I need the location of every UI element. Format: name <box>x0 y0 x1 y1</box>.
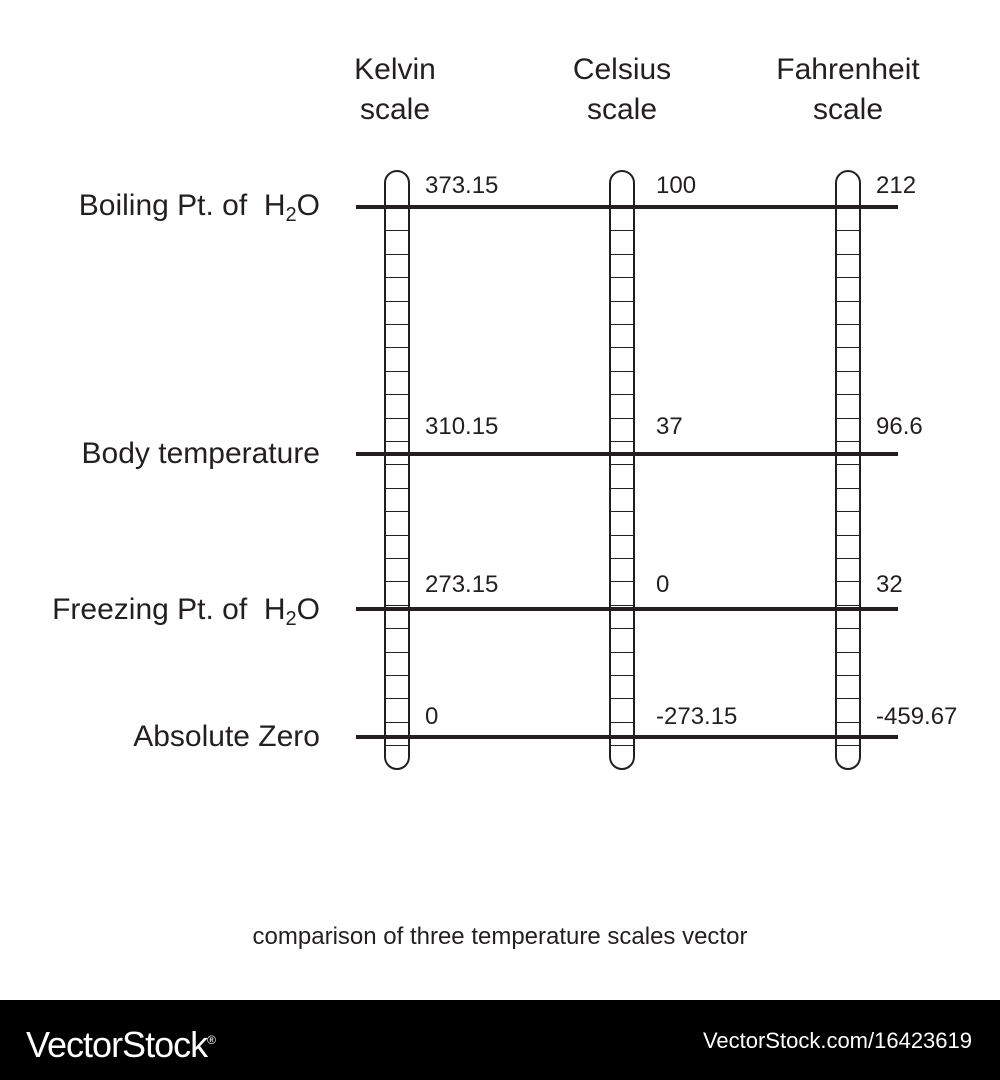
thermometer-tick <box>611 652 633 653</box>
water-formula: $H_2O$ <box>263 189 320 226</box>
thermometer-tick <box>837 652 859 653</box>
kelvin-scale-suffix: scale <box>359 93 431 126</box>
row-label-freezing-point <box>0 593 320 630</box>
thermometer-tick <box>837 394 859 395</box>
thermometer-tick <box>837 745 859 746</box>
thermometer-tick <box>611 488 633 489</box>
thermometer-tick <box>837 488 859 489</box>
row-label-absolute-zero <box>0 720 320 754</box>
celsius-scale-name: Celsius <box>572 53 672 86</box>
row-label-boiling-point <box>0 189 320 226</box>
thermometer-tick <box>386 347 408 348</box>
fahrenheit-freezing-value: 32 <box>876 571 903 598</box>
thermometer-tick <box>611 605 633 606</box>
thermometer-tick <box>837 301 859 302</box>
thermometer-tick <box>611 745 633 746</box>
thermometer-tick <box>837 698 859 699</box>
thermometer-tick <box>837 675 859 676</box>
thermometer-tick <box>611 698 633 699</box>
fahrenheit-body-value: 96.6 <box>876 413 923 440</box>
thermometer-tick <box>837 464 859 465</box>
diagram-caption: comparison of three temperature scales vector <box>252 923 748 950</box>
thermometer-tick <box>837 418 859 419</box>
row-label-text: Body temperature <box>81 437 320 470</box>
thermometer-tick <box>611 581 633 582</box>
thermometer-tick <box>837 277 859 278</box>
celsius-scale-suffix: scale <box>586 93 658 126</box>
thermometer-tick <box>837 605 859 606</box>
thermometer-tick <box>611 394 633 395</box>
thermometer-tick <box>837 511 859 512</box>
thermometer-tick <box>386 464 408 465</box>
thermometer-tick <box>386 441 408 442</box>
vectorstock-logo: VectorStock® <box>26 1024 215 1065</box>
thermometer-tick <box>611 464 633 465</box>
thermometer-tick <box>611 628 633 629</box>
thermometer-tick <box>611 230 633 231</box>
thermometer-tick <box>386 652 408 653</box>
absolute-zero-line <box>356 735 898 739</box>
thermometer-tick <box>837 558 859 559</box>
thermometer-tick <box>611 347 633 348</box>
water-formula: $H_2O$ <box>263 593 320 630</box>
celsius-freezing-value: 0 <box>656 571 670 598</box>
thermometer-tick <box>837 535 859 536</box>
kelvin-thermometer <box>384 170 410 770</box>
thermometer-tick <box>386 324 408 325</box>
vectorstock-footer <box>0 1000 1000 1080</box>
thermometer-tick <box>386 254 408 255</box>
boiling-point-line <box>356 205 898 209</box>
kelvin-boiling-value: 373.15 <box>425 172 499 199</box>
celsius-scale-header <box>512 50 732 130</box>
kelvin-body-value: 310.15 <box>425 413 499 440</box>
thermometer-tick <box>611 535 633 536</box>
thermometer-tick <box>386 418 408 419</box>
thermometer-tick <box>611 324 633 325</box>
kelvin-absolute-zero-value: 0 <box>425 703 439 730</box>
thermometer-tick <box>386 394 408 395</box>
thermometer-tick <box>386 558 408 559</box>
thermometer-tick <box>837 581 859 582</box>
row-label-text: Boiling Pt. of <box>78 189 248 222</box>
fahrenheit-scale-header <box>738 50 958 130</box>
thermometer-tick <box>386 301 408 302</box>
fahrenheit-boiling-value: 212 <box>876 172 917 199</box>
thermometer-tick <box>611 675 633 676</box>
fahrenheit-thermometer <box>835 170 861 770</box>
thermometer-tick <box>386 535 408 536</box>
thermometer-tick <box>611 441 633 442</box>
thermometer-tick <box>837 254 859 255</box>
thermometer-tick <box>837 347 859 348</box>
thermometer-tick <box>611 558 633 559</box>
thermometer-tick <box>386 675 408 676</box>
fahrenheit-absolute-zero-value: -459.67 <box>876 703 958 730</box>
fahrenheit-scale-suffix: scale <box>812 93 884 126</box>
thermometer-tick <box>386 745 408 746</box>
thermometer-tick <box>611 277 633 278</box>
thermometer-tick <box>386 605 408 606</box>
thermometer-tick <box>386 511 408 512</box>
kelvin-freezing-value: 273.15 <box>425 571 499 598</box>
thermometer-tick <box>386 628 408 629</box>
fahrenheit-scale-name: Fahrenheit <box>776 53 920 86</box>
celsius-thermometer <box>609 170 635 770</box>
thermometer-tick <box>611 722 633 723</box>
thermometer-tick <box>386 581 408 582</box>
row-label-body-temperature <box>0 437 320 471</box>
thermometer-tick <box>611 511 633 512</box>
thermometer-tick <box>611 301 633 302</box>
row-label-text: Absolute Zero <box>133 720 320 753</box>
vectorstock-image-url: VectorStock.com/16423619 <box>702 1028 972 1053</box>
thermometer-tick <box>386 488 408 489</box>
thermometer-tick <box>837 628 859 629</box>
thermometer-tick <box>386 371 408 372</box>
freezing-point-line <box>356 607 898 611</box>
celsius-boiling-value: 100 <box>656 172 697 199</box>
thermometer-tick <box>611 254 633 255</box>
row-label-text: Freezing Pt. of <box>52 593 248 626</box>
thermometer-tick <box>837 324 859 325</box>
body-temperature-line <box>356 452 898 456</box>
thermometer-tick <box>386 698 408 699</box>
thermometer-tick <box>386 722 408 723</box>
thermometer-tick <box>386 230 408 231</box>
celsius-body-value: 37 <box>656 413 683 440</box>
kelvin-scale-name: Kelvin <box>354 53 436 86</box>
thermometer-tick <box>611 371 633 372</box>
thermometer-tick <box>611 418 633 419</box>
kelvin-scale-header <box>285 50 505 130</box>
thermometer-tick <box>386 277 408 278</box>
thermometer-tick <box>837 230 859 231</box>
thermometer-tick <box>837 371 859 372</box>
thermometer-tick <box>837 722 859 723</box>
celsius-absolute-zero-value: -273.15 <box>656 703 738 730</box>
thermometer-tick <box>837 441 859 442</box>
